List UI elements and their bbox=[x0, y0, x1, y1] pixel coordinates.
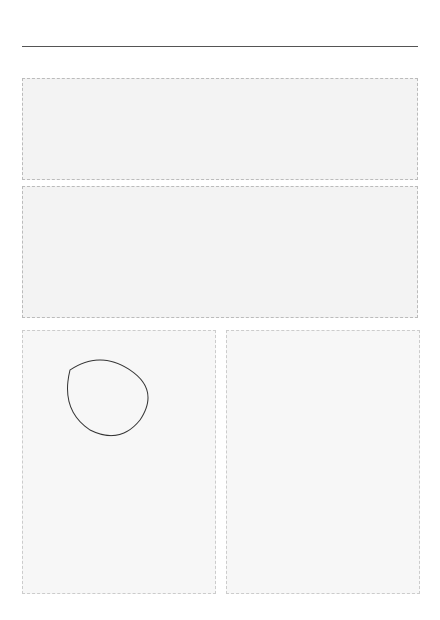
abstract-block bbox=[22, 186, 418, 318]
title-and-authors-block bbox=[22, 78, 418, 180]
figure-diagram bbox=[60, 350, 170, 450]
figure-outline bbox=[68, 360, 149, 436]
body-right-column bbox=[226, 330, 420, 594]
running-head bbox=[22, 16, 418, 47]
